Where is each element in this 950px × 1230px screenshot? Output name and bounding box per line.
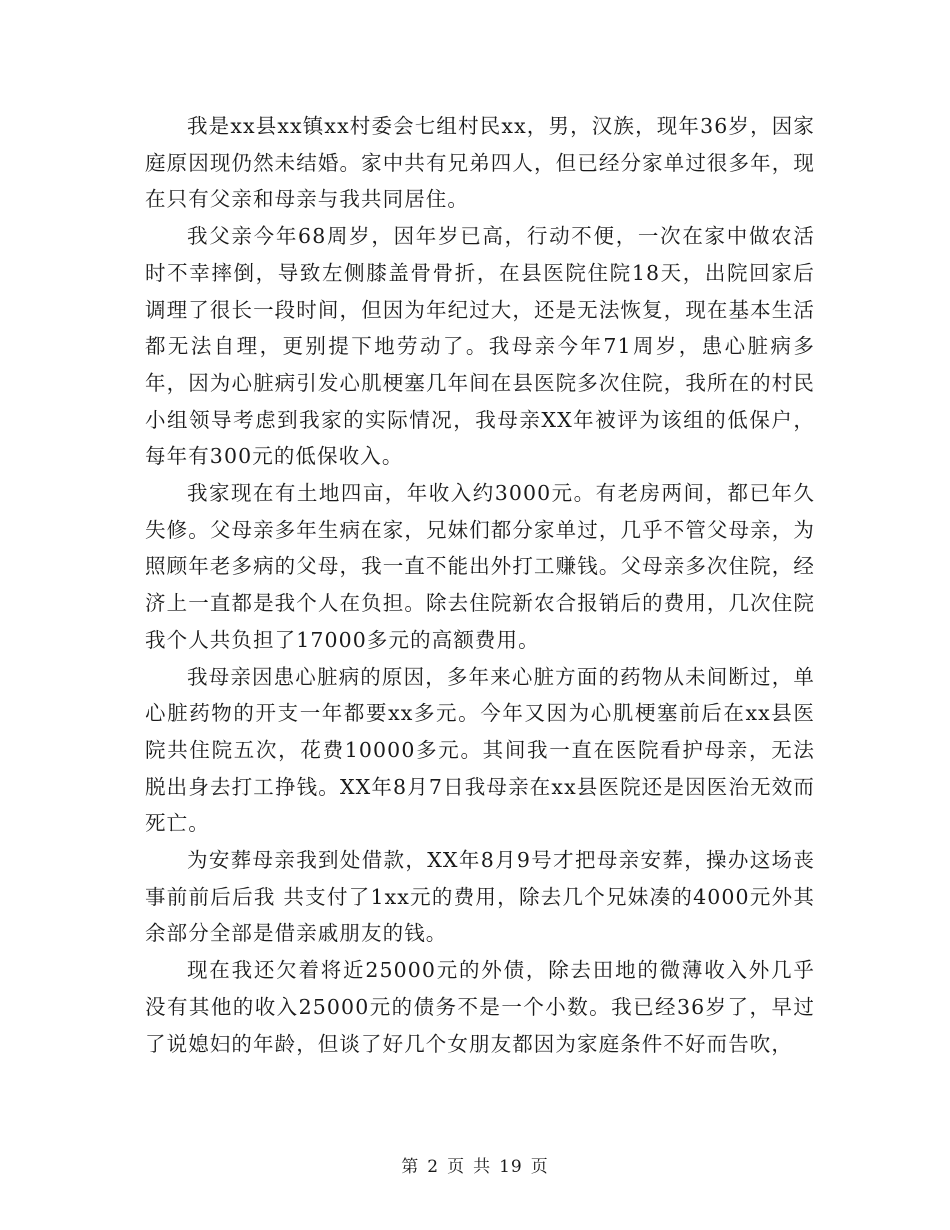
document-body [145,108,815,1062]
total-pages: 19 [499,1157,523,1177]
total-unit: 页 [530,1157,549,1177]
paragraph: 我家现在有土地四亩，年收入约3000元。有老房两间，都已年久失修。父母亲多年生病在家，兄妹们都分家单过，几乎不管父母亲，为照顾年老多病的父母，我一直不能出外打工赚钱。父母亲多次住院，经济上一直都是我个人在负担。除去住院新农合报销后的费用，几次住院我个人共负担了17000多元的高额费用。 [145,481,815,652]
page-unit: 页 [447,1157,466,1177]
page-footer [0,1152,950,1177]
total-label: 共 [473,1157,492,1177]
paragraph: 我是xx县xx镇xx村委会七组村民xx，男，汉族，现年36岁，因家庭原因现仍然未结婚。家中共有兄弟四人，但已经分家单过很多年，现在只有父亲和母亲与我共同居住。 [145,114,815,212]
paragraph: 我父亲今年68周岁，因年岁已高，行动不便，一次在家中做农活时不幸摔倒，导致左侧膝盖骨骨折，在县医院住院18天，出院回家后调理了很长一段时间，但因为年纪过大，还是无法恢复，现在基本生活都无法自理，更别提下地劳动了。我母亲今年71周岁，患心脏病多年，因为心脏病引发心肌梗塞几年间在县医院多次住院，我所在的村民小组领导考虑到我家的实际情况，我母亲XX年被评为该组的低保户，每年有300元的低保收入。 [145,224,815,469]
paragraph: 为安葬母亲我到处借款，XX年8月9号才把母亲安葬，操办这场丧事前前后后我 共支付了1xx元的费用，除去几个兄妹凑的4000元外其余部分全部是借亲戚朋友的钱。 [145,848,815,946]
page-label: 第 [401,1157,420,1177]
page-number: 2 [427,1157,440,1177]
paragraph: 现在我还欠着将近25000元的外债，除去田地的微薄收入外几乎没有其他的收入25000元的债务不是一个小数。我已经36岁了，早过了说媳妇的年龄，但谈了好几个女朋友都因为家庭条件不好而告吹， [145,958,815,1056]
paragraph: 我母亲因患心脏病的原因，多年来心脏方面的药物从未间断过，单心脏药物的开支一年都要xx多元。今年又因为心肌梗塞前后在xx县医院共住院五次，花费10000多元。其间我一直在医院看护母亲，无法脱出身去打工挣钱。XX年8月7日我母亲在xx县医院还是因医治无效而死亡。 [145,664,815,836]
